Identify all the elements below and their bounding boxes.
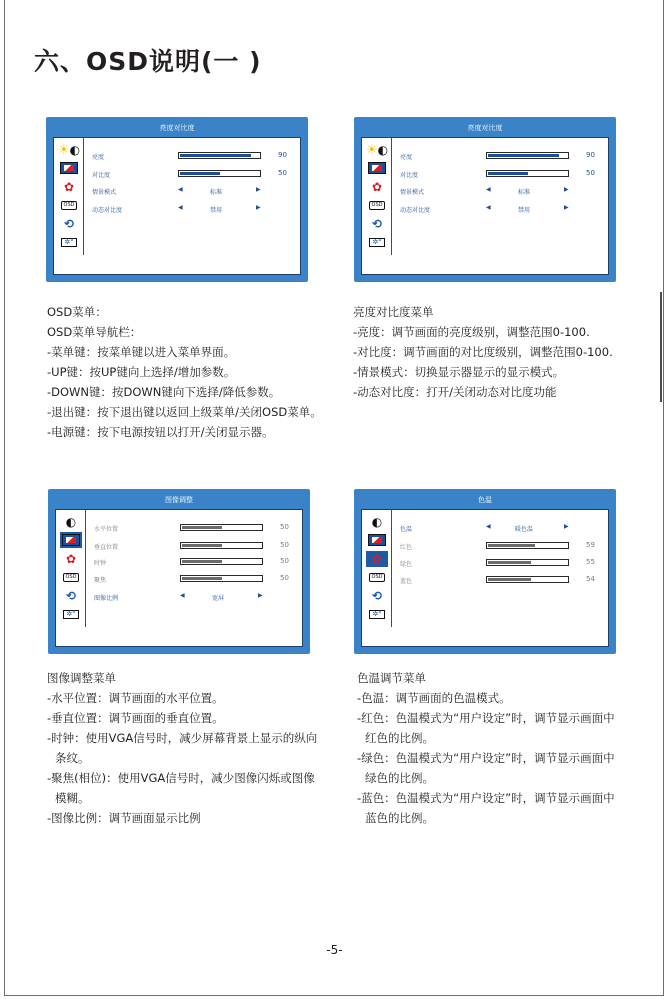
brightness-menu-description — [353, 302, 613, 402]
reset-icon[interactable]: ⟲ — [371, 589, 383, 603]
osd-icon-column — [362, 138, 392, 255]
osd-row-focus[interactable]: 聚焦 50 — [94, 574, 289, 584]
osd-icon-column — [362, 510, 392, 627]
osd-row-dynamic-contrast[interactable]: 动态对比度 ◀ 禁用 ▶ — [92, 204, 261, 214]
osd-icon-column — [56, 510, 86, 627]
osd-row-red[interactable]: 红色 59 — [400, 541, 595, 551]
text-line: -绿色：色温模式为“用户设定”时，调节显示画面中 — [357, 751, 615, 765]
osd-row-h-position[interactable]: 水平位置 50 — [94, 523, 289, 533]
slider-fill — [182, 526, 222, 529]
text-line: -蓝色：色温模式为“用户设定”时，调节显示画面中 — [357, 791, 615, 805]
text-line: -垂直位置：调节画面的垂直位置。 — [47, 711, 224, 725]
settings-icon[interactable]: ✲° — [58, 234, 80, 250]
osd-panel-title: 亮度对比度 — [467, 124, 503, 132]
slider-fill — [488, 561, 531, 564]
osd-icon[interactable]: OSD — [366, 569, 388, 585]
left-arrow-icon[interactable]: ◀ — [486, 186, 491, 193]
h-position-slider[interactable] — [180, 524, 263, 531]
osd-panel-body — [55, 509, 303, 647]
osd-panel-body — [53, 137, 301, 275]
osd-row-scene-mode[interactable]: 情景模式 ◀ 标准 ▶ — [92, 186, 261, 196]
text-line: 图像调整菜单 — [47, 671, 116, 685]
slider-fill — [182, 544, 222, 547]
right-arrow-icon[interactable]: ▶ — [564, 523, 569, 530]
osd-menu-description — [47, 302, 322, 442]
osd-panel-title: 色温 — [478, 496, 492, 504]
text-line: OSD菜单导航栏： — [47, 325, 142, 339]
slider-fill — [180, 154, 251, 157]
text-line: -色温：调节画面的色温模式。 — [357, 691, 511, 705]
slider-fill — [182, 560, 222, 563]
text-line: -退出键：按下退出键以返回上级菜单/关闭OSD菜单。 — [47, 405, 322, 419]
right-arrow-icon[interactable]: ▶ — [564, 204, 569, 211]
text-line: 红色的比例。 — [365, 731, 434, 745]
green-slider[interactable] — [486, 559, 569, 566]
slider-fill — [488, 172, 528, 175]
brightness-icon[interactable]: ☀ ◐ — [365, 142, 389, 158]
settings-icon[interactable]: ✲° — [366, 234, 388, 250]
slider-fill — [182, 577, 222, 580]
text-line: -菜单键：按菜单键以进入菜单界面。 — [47, 345, 236, 359]
osd-row-blue[interactable]: 蓝色 54 — [400, 575, 595, 585]
red-slider[interactable] — [486, 542, 569, 549]
text-line: -图像比例：调节画面显示比例 — [47, 811, 201, 825]
osd-row-v-position[interactable]: 垂直位置 50 — [94, 541, 289, 551]
reset-icon[interactable]: ⟲ — [371, 217, 383, 231]
right-arrow-icon[interactable]: ▶ — [256, 204, 261, 211]
image-adjust-icon[interactable] — [366, 160, 388, 176]
text-line: 模糊。 — [55, 791, 90, 805]
page-edge-mark — [660, 292, 662, 402]
osd-panel-color — [354, 489, 616, 654]
text-line: OSD菜单： — [47, 305, 107, 319]
color-icon[interactable]: ✿ — [63, 180, 75, 194]
reset-icon[interactable]: ⟲ — [65, 589, 77, 603]
osd-row-brightness[interactable]: 亮度 90 — [400, 151, 595, 161]
page-title: 六、OSD说明(一 ) — [34, 47, 262, 76]
text-line: -聚焦(相位)：使用VGA信号时，减少图像闪烁或图像 — [47, 771, 315, 785]
osd-row-color-temp[interactable]: 色温 ◀ 暖色温 ▶ — [400, 523, 569, 533]
text-line: -亮度：调节画面的亮度级别，调整范围0-100. — [353, 325, 590, 339]
clock-slider[interactable] — [180, 558, 263, 565]
image-adjust-icon[interactable] — [58, 160, 80, 176]
color-icon[interactable]: ✿ — [65, 552, 77, 566]
osd-row-green[interactable]: 绿色 55 — [400, 558, 595, 568]
osd-row-contrast[interactable]: 对比度 50 — [400, 169, 595, 179]
focus-slider[interactable] — [180, 575, 263, 582]
page-number: -5- — [326, 943, 343, 957]
brightness-icon[interactable]: ◐ — [371, 515, 383, 529]
text-line: -情景模式：切换显示器显示的显示模式。 — [353, 365, 565, 379]
text-line: -DOWN键：按DOWN键向下选择/降低参数。 — [47, 385, 281, 399]
reset-icon[interactable]: ⟲ — [63, 217, 75, 231]
settings-icon[interactable]: ✲° — [60, 606, 82, 622]
osd-panel-body — [361, 137, 609, 275]
osd-icon[interactable]: OSD — [58, 197, 80, 213]
settings-icon[interactable]: ✲° — [366, 606, 388, 622]
text-line: 亮度对比度菜单 — [353, 305, 434, 319]
osd-row-dynamic-contrast[interactable]: 动态对比度 ◀ 禁用 ▶ — [400, 204, 569, 214]
blue-slider[interactable] — [486, 576, 569, 583]
color-icon[interactable]: ✿ — [371, 180, 383, 194]
osd-panel-brightness-copy — [354, 117, 616, 282]
text-line: -水平位置：调节画面的水平位置。 — [47, 691, 224, 705]
text-line: 色温调节菜单 — [357, 671, 426, 685]
text-line: 绿色的比例。 — [365, 771, 434, 785]
slider-fill — [180, 172, 220, 175]
image-menu-description — [47, 668, 317, 828]
text-line: -时钟：使用VGA信号时，减少屏幕背景上显示的纵向 — [47, 731, 318, 745]
image-adjust-icon[interactable] — [60, 532, 82, 548]
left-arrow-icon[interactable]: ◀ — [180, 592, 185, 599]
brightness-icon[interactable]: ☀ ◐ — [57, 142, 81, 158]
text-line: -红色：色温模式为“用户设定”时，调节显示画面中 — [357, 711, 615, 725]
contrast-slider[interactable] — [486, 170, 569, 177]
color-icon[interactable]: ✿ — [366, 551, 388, 567]
brightness-slider[interactable] — [178, 152, 261, 159]
osd-panel-image — [48, 489, 310, 654]
left-arrow-icon[interactable]: ◀ — [486, 204, 491, 211]
left-arrow-icon[interactable]: ◀ — [178, 186, 183, 193]
osd-panel-body — [361, 509, 609, 647]
osd-row-aspect-ratio[interactable]: 图像比例 ◀ 宽屏 ▶ — [94, 592, 263, 602]
color-menu-description — [357, 668, 615, 828]
brightness-slider[interactable] — [486, 152, 569, 159]
right-arrow-icon[interactable]: ▶ — [256, 186, 261, 193]
left-arrow-icon[interactable]: ◀ — [486, 523, 491, 530]
text-line: -UP键：按UP键向上选择/增加参数。 — [47, 365, 236, 379]
osd-panel-title: 图像调整 — [165, 496, 193, 504]
left-arrow-icon[interactable]: ◀ — [178, 204, 183, 211]
osd-row-clock[interactable]: 时钟 50 — [94, 557, 289, 567]
text-line: 条纹。 — [55, 751, 90, 765]
slider-fill — [488, 154, 559, 157]
osd-icon-column — [54, 138, 84, 255]
osd-panel-title: 亮度对比度 — [159, 124, 195, 132]
contrast-slider[interactable] — [178, 170, 261, 177]
image-adjust-icon[interactable] — [366, 532, 388, 548]
osd-icon[interactable]: OSD — [366, 197, 388, 213]
v-position-slider[interactable] — [180, 542, 263, 549]
text-line: -动态对比度：打开/关闭动态对比度功能 — [353, 385, 557, 399]
osd-row-scene-mode[interactable]: 情景模式 ◀ 标准 ▶ — [400, 186, 569, 196]
osd-panel-brightness — [46, 117, 308, 282]
osd-row-brightness[interactable]: 亮度 90 — [92, 151, 287, 161]
right-arrow-icon[interactable]: ▶ — [258, 592, 263, 599]
text-line: -对比度：调节画面的对比度级别，调整范围0-100. — [353, 345, 613, 359]
text-line: 蓝色的比例。 — [365, 811, 434, 825]
brightness-icon[interactable]: ◐ — [65, 515, 77, 529]
osd-row-contrast[interactable]: 对比度 50 — [92, 169, 287, 179]
right-arrow-icon[interactable]: ▶ — [564, 186, 569, 193]
text-line: -电源键：按下电源按钮以打开/关闭显示器。 — [47, 425, 274, 439]
slider-fill — [488, 578, 531, 581]
osd-icon[interactable]: OSD — [60, 569, 82, 585]
slider-fill — [488, 544, 535, 547]
